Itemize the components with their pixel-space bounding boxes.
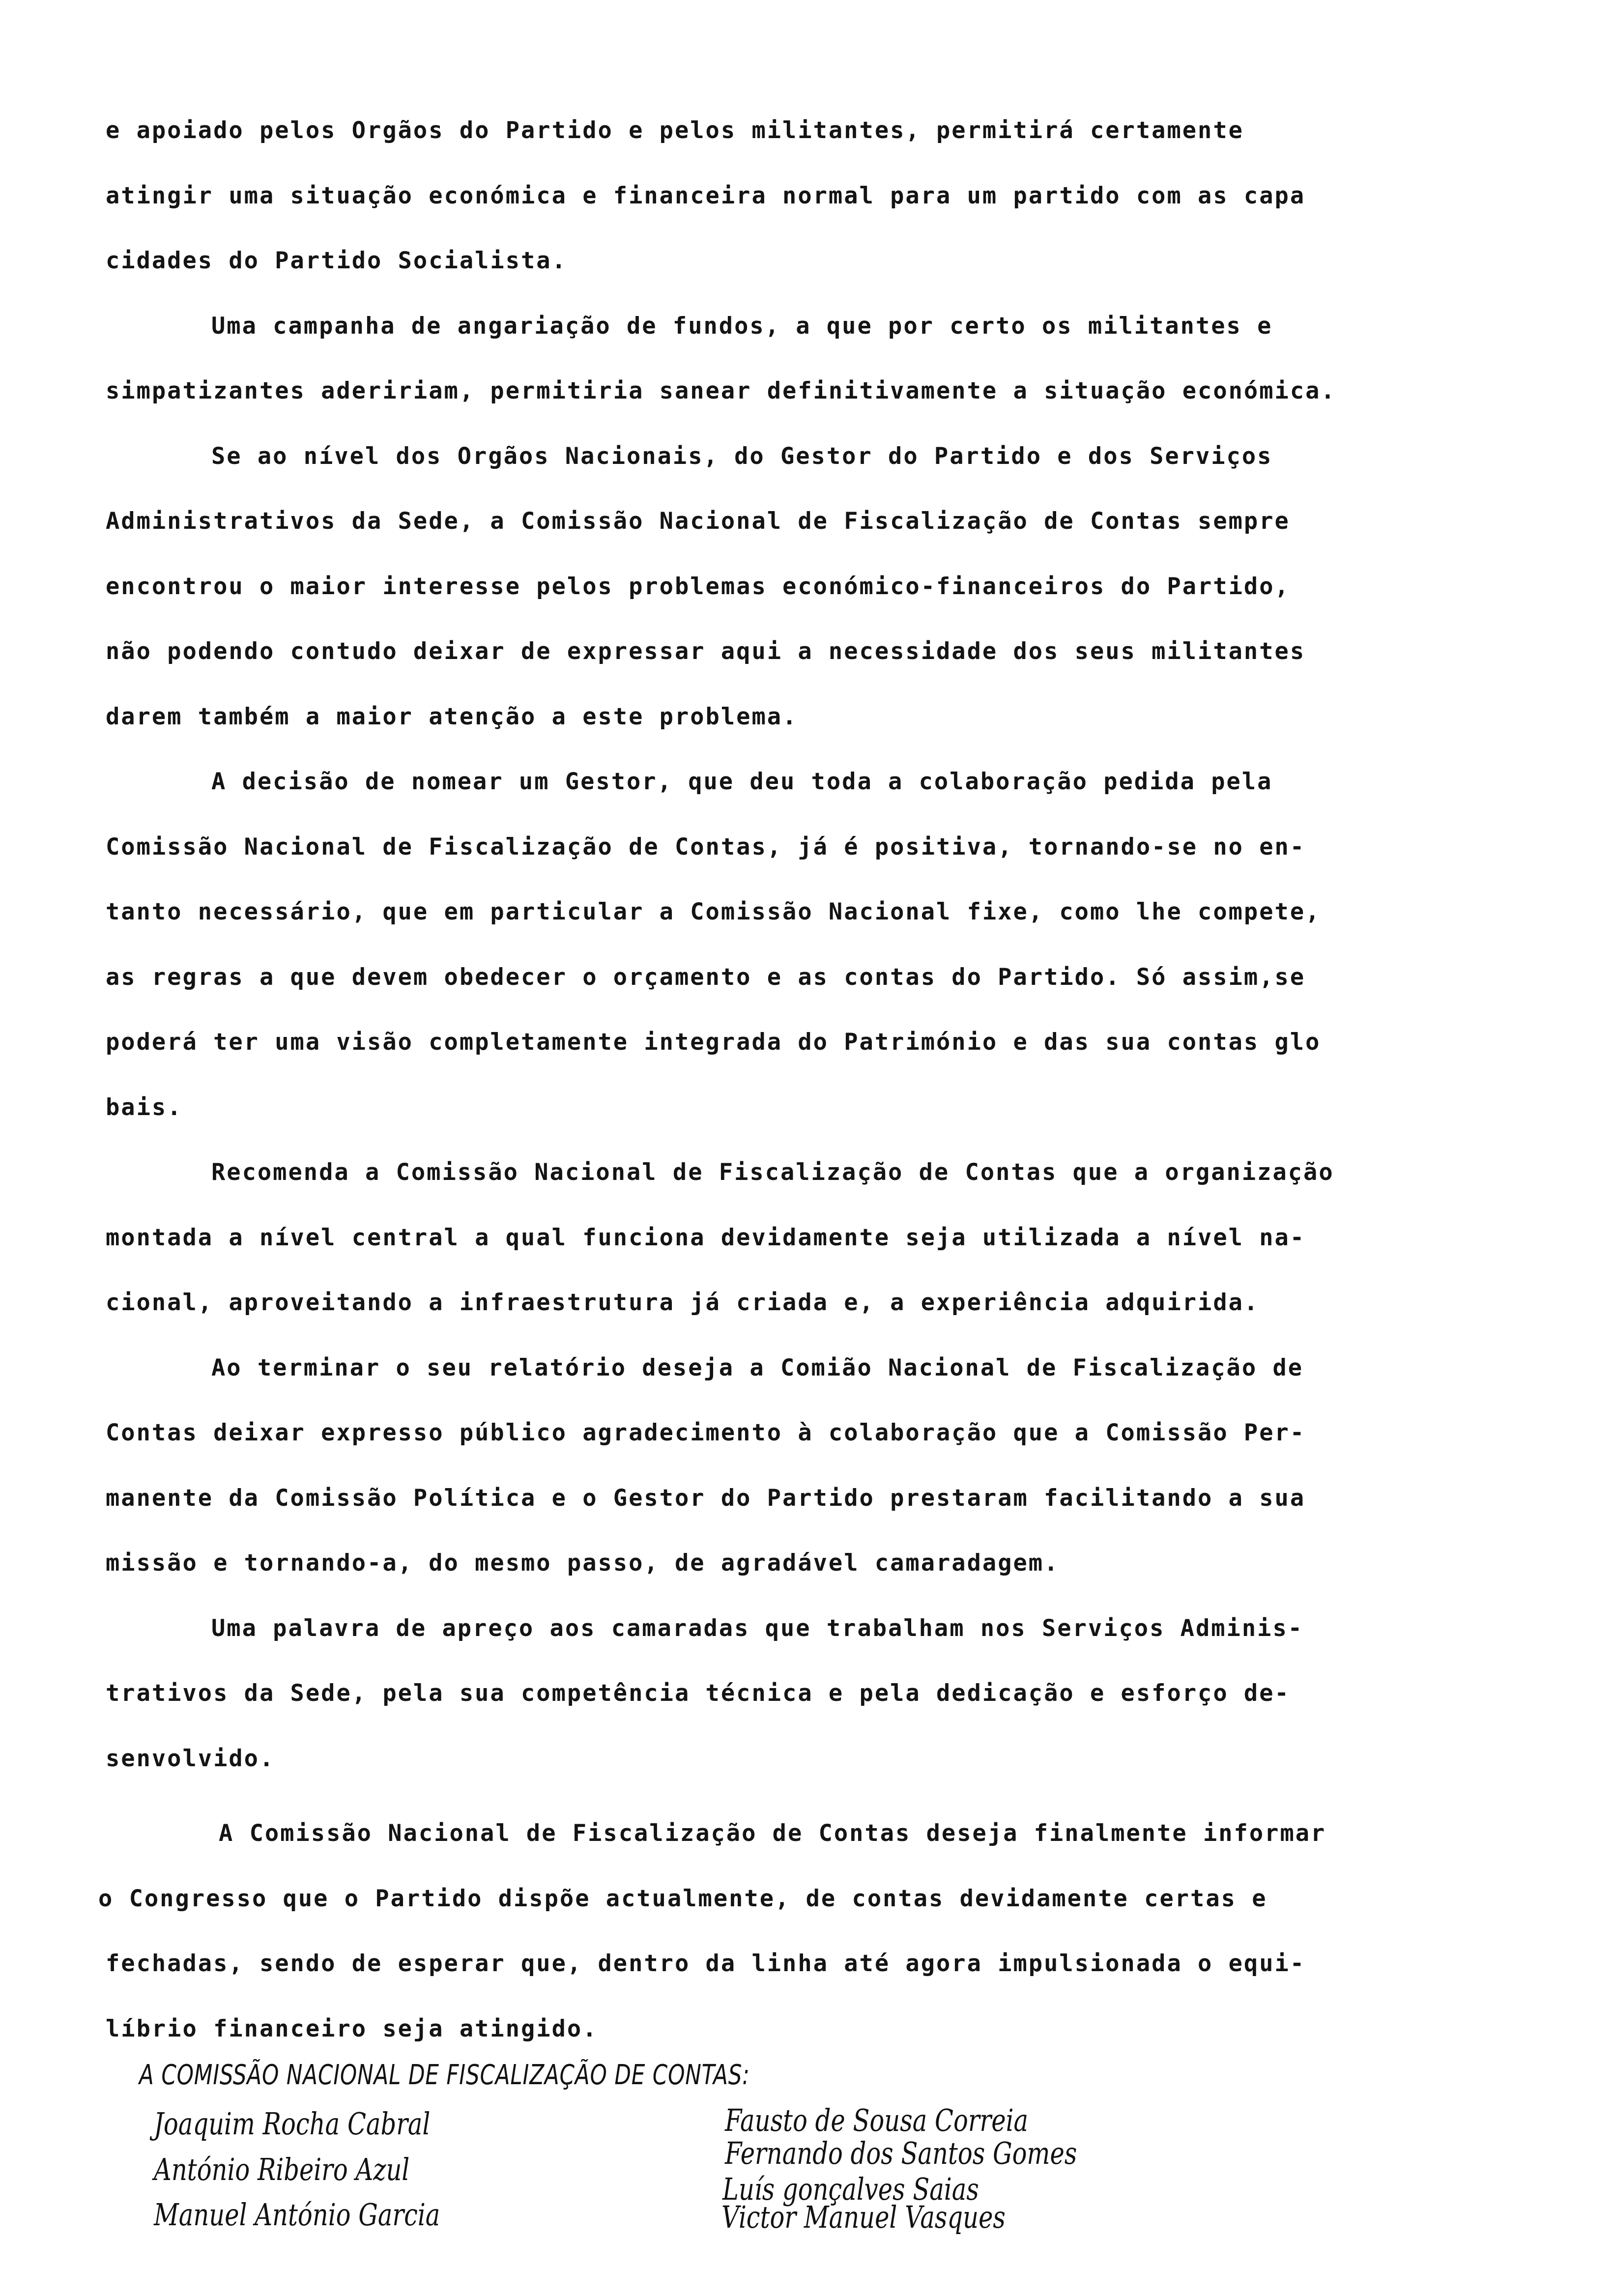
text-line: cional, aproveitando a infraestrutura já criada e, a experiência adquirida. [106,1289,1260,1316]
text-line: trativos da Sede, pela sua competência técnica e pela dedicação e esforço de- [106,1680,1290,1707]
text-line: o Congresso que o Partido dispõe actualmente, de contas devidamente certas e [98,1885,1267,1912]
text-line: Recomenda a Comissão Nacional de Fiscalização de Contas que a organização [211,1159,1334,1186]
signature-name: Luís gonçalves Saias [722,2171,979,2207]
text-line: Comissão Nacional de Fiscalização de Contas, já é positiva, tornando-se no en- [106,833,1306,861]
signature-name: Fernando dos Santos Gomes [725,2135,1077,2171]
text-line: fechadas, sendo de esperar que, dentro da linha até agora impulsionada o equi- [106,1950,1306,1977]
document-body [98,98,1531,2062]
text-line: encontrou o maior interesse pelos problemas económico-financeiros do Partido, [106,573,1290,600]
text-line: Uma campanha de angariação de fundos, a que por certo os militantes e [211,312,1273,340]
signature-name: Joaquim Rocha Cabral [154,2106,431,2142]
text-line: líbrio financeiro seja atingido. [106,2015,598,2042]
text-line: Uma palavra de apreço aos camaradas que trabalham nos Serviços Adminis- [211,1614,1304,1642]
text-line: atingir uma situação económica e financeira normal para um partido com as capa [106,182,1306,209]
text-line: as regras a que devem obedecer o orçamento e as contas do Partido. Só assim,se [106,963,1306,991]
text-line: montada a nível central a qual funciona devidamente seja utilizada a nível na- [106,1224,1306,1251]
signature-name: António Ribeiro Azul [154,2152,410,2187]
text-line: Se ao nível dos Orgãos Nacionais, do Gestor do Partido e dos Serviços [211,442,1273,470]
text-line: simpatizantes adeririam, permitiria sanear definitivamente a situação económica. [106,377,1336,404]
text-line: cidades do Partido Socialista. [106,247,567,274]
text-line: e apoiado pelos Orgãos do Partido e pelos militantes, permitirá certamente [106,117,1244,144]
text-line: tanto necessário, que em particular a Comissão Nacional fixe, como lhe compete, [106,898,1321,925]
signature-heading: A COMISSÃO NACIONAL DE FISCALIZAÇÃO DE CONTAS: [139,2059,750,2091]
signature-name: Manuel António Garcia [154,2197,440,2233]
text-line: Contas deixar expresso público agradecimento à colaboração que a Comissão Per- [106,1419,1306,1446]
text-line: darem também a maior atenção a este problema. [106,703,798,730]
text-line: A Comissão Nacional de Fiscalização de Contas deseja finalmente informar [219,1820,1326,1847]
signature-name: Fausto de Sousa Correia [725,2102,1029,2138]
text-line: não podendo contudo deixar de expressar aqui a necessidade dos seus militantes [106,638,1306,665]
signature-name: Victor Manuel Vasques [721,2199,1006,2235]
text-line: Ao terminar o seu relatório deseja a Comião Nacional de Fiscalização de [211,1354,1304,1381]
text-line: bais. [106,1093,183,1121]
text-line: A decisão de nomear um Gestor, que deu toda a colaboração pedida pela [211,768,1273,795]
text-line: Administrativos da Sede, a Comissão Nacional de Fiscalização de Contas sempre [106,508,1290,535]
text-line: poderá ter uma visão completamente integrada do Património e das sua contas glo [106,1029,1321,1056]
text-line: senvolvido. [106,1745,275,1772]
text-line: missão e tornando-a, do mesmo passo, de agradável camaradagem. [106,1550,1060,1577]
text-line: manente da Comissão Política e o Gestor do Partido prestaram facilitando a sua [106,1484,1306,1512]
